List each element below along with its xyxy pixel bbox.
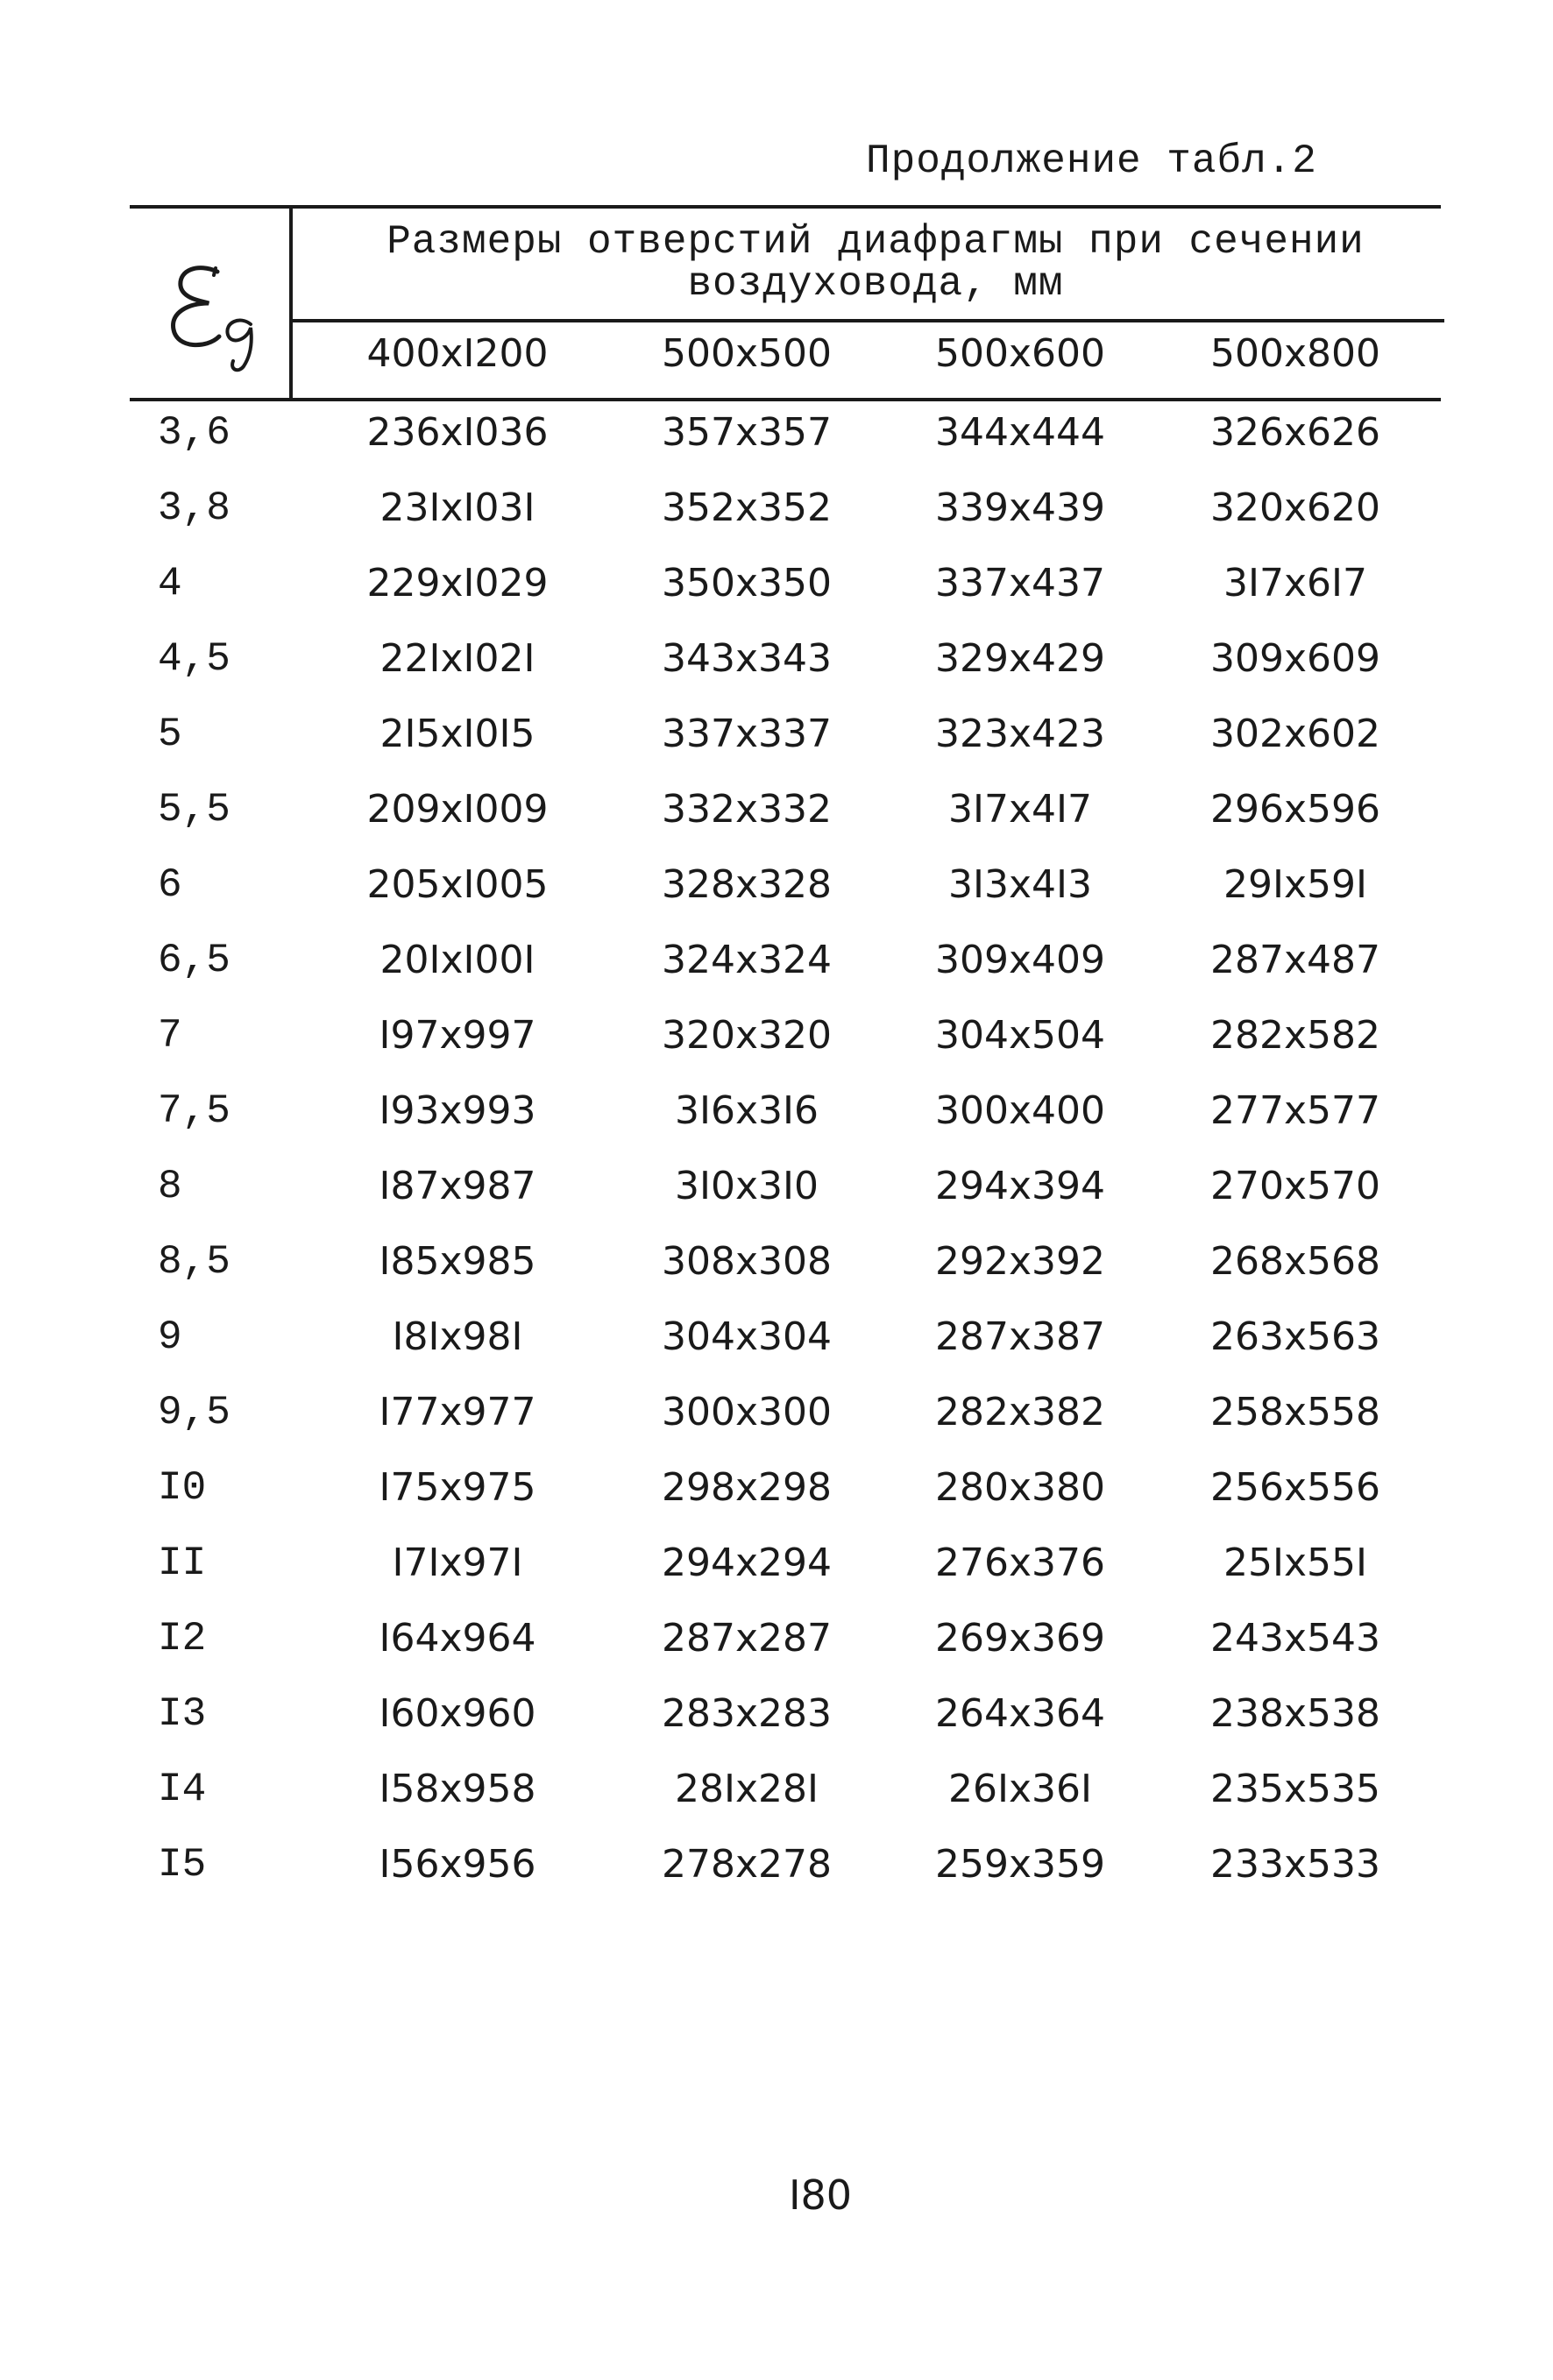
size-cell-500x800: 270x570 bbox=[1209, 1164, 1380, 1208]
size-cell-400x1200: I60x960 bbox=[379, 1691, 536, 1736]
table-row bbox=[0, 1311, 1553, 1386]
size-cell-400x1200: I56x956 bbox=[379, 1842, 536, 1887]
column-header-2: 500x500 bbox=[661, 331, 832, 376]
size-cell-500x500: 287x287 bbox=[661, 1616, 832, 1661]
size-cell-500x600: 339x439 bbox=[934, 485, 1105, 530]
size-cell-500x600: 304x504 bbox=[934, 1013, 1105, 1058]
size-cell-500x600: 276x376 bbox=[934, 1541, 1105, 1585]
size-cell-500x600: 309x409 bbox=[934, 938, 1105, 982]
size-cell-500x800: 326x626 bbox=[1209, 410, 1380, 455]
eq-cell: I3 bbox=[158, 1691, 207, 1737]
header-bottom-rule bbox=[130, 398, 1441, 401]
size-cell-400x1200: 209xI009 bbox=[366, 787, 549, 832]
size-cell-500x500: 3I0x3I0 bbox=[675, 1164, 819, 1208]
eq-cell: 5,5 bbox=[158, 787, 230, 832]
table-header bbox=[293, 221, 1458, 305]
size-cell-400x1200: 20IxI00I bbox=[379, 938, 535, 982]
size-cell-400x1200: I7Ix97I bbox=[392, 1541, 523, 1585]
column-header-4: 500x800 bbox=[1209, 331, 1380, 376]
size-cell-500x600: 3I7x4I7 bbox=[948, 787, 1092, 832]
page-number: I80 bbox=[788, 2171, 853, 2219]
size-cell-500x600: 259x359 bbox=[934, 1842, 1105, 1887]
eq-cell: I2 bbox=[158, 1616, 207, 1661]
table-row bbox=[0, 482, 1553, 557]
eq-cell: I0 bbox=[158, 1465, 207, 1511]
eq-cell: 9 bbox=[158, 1314, 182, 1360]
size-cell-500x600: 329x429 bbox=[934, 636, 1105, 681]
size-cell-500x800: 238x538 bbox=[1209, 1691, 1380, 1736]
size-cell-400x1200: 205xI005 bbox=[366, 862, 549, 907]
size-cell-400x1200: I58x958 bbox=[379, 1767, 536, 1811]
size-cell-500x600: 344x444 bbox=[934, 410, 1105, 455]
size-cell-500x600: 269x369 bbox=[934, 1616, 1105, 1661]
size-cell-500x500: 294x294 bbox=[661, 1541, 832, 1585]
eq-cell: 8 bbox=[158, 1164, 182, 1209]
column-header-1: 400xI200 bbox=[366, 331, 549, 376]
table-top-rule bbox=[130, 205, 1441, 209]
table-row bbox=[0, 1386, 1553, 1462]
table-row bbox=[0, 708, 1553, 783]
column-header-3: 500x600 bbox=[934, 331, 1105, 376]
size-cell-500x600: 300x400 bbox=[934, 1088, 1105, 1133]
size-cell-500x800: 243x543 bbox=[1209, 1616, 1380, 1661]
table-row bbox=[0, 1838, 1553, 1914]
size-cell-500x800: 233x533 bbox=[1209, 1842, 1380, 1887]
size-cell-400x1200: I85x985 bbox=[379, 1239, 536, 1284]
eq-cell: 4 bbox=[158, 561, 182, 606]
size-cell-500x600: 287x387 bbox=[934, 1314, 1105, 1359]
size-cell-400x1200: I64x964 bbox=[379, 1616, 536, 1661]
table-row bbox=[0, 859, 1553, 934]
table-row bbox=[0, 1763, 1553, 1838]
eq-cell: 7,5 bbox=[158, 1088, 230, 1134]
size-cell-500x600: 280x380 bbox=[934, 1465, 1105, 1510]
size-cell-400x1200: I87x987 bbox=[379, 1164, 536, 1208]
eq-cell: I4 bbox=[158, 1767, 207, 1812]
size-cell-500x800: 29Ix59I bbox=[1223, 862, 1367, 907]
eq-cell: 6,5 bbox=[158, 938, 230, 983]
size-cell-500x500: 308x308 bbox=[661, 1239, 832, 1284]
eq-symbol-handwritten bbox=[163, 251, 268, 373]
size-cell-500x600: 337x437 bbox=[934, 561, 1105, 606]
size-cell-500x800: 277x577 bbox=[1209, 1088, 1380, 1133]
table-row bbox=[0, 934, 1553, 1009]
size-cell-500x600: 3I3x4I3 bbox=[948, 862, 1092, 907]
size-cell-500x800: 296x596 bbox=[1209, 787, 1380, 832]
size-cell-500x500: 320x320 bbox=[661, 1013, 832, 1058]
header-line-1: Размеры отверстий диафрагмы при сечении bbox=[386, 219, 1365, 265]
size-cell-500x500: 343x343 bbox=[661, 636, 832, 681]
size-cell-400x1200: 23IxI03I bbox=[379, 485, 535, 530]
eq-cell: 9,5 bbox=[158, 1390, 230, 1435]
size-cell-400x1200: 236xI036 bbox=[366, 410, 549, 455]
size-cell-500x500: 28Ix28I bbox=[675, 1767, 819, 1811]
table-row bbox=[0, 1537, 1553, 1612]
table-row bbox=[0, 1236, 1553, 1311]
table-row bbox=[0, 783, 1553, 859]
header-separator-rule bbox=[291, 319, 1444, 322]
eq-cell: 3,8 bbox=[158, 485, 230, 531]
size-cell-500x600: 264x364 bbox=[934, 1691, 1105, 1736]
size-cell-500x500: 352x352 bbox=[661, 485, 832, 530]
size-cell-500x500: 300x300 bbox=[661, 1390, 832, 1434]
size-cell-500x600: 294x394 bbox=[934, 1164, 1105, 1208]
eq-cell: 5 bbox=[158, 712, 182, 757]
size-cell-500x800: 3I7x6I7 bbox=[1223, 561, 1367, 606]
table-row bbox=[0, 1462, 1553, 1537]
table-row bbox=[0, 633, 1553, 708]
size-cell-500x800: 309x609 bbox=[1209, 636, 1380, 681]
size-cell-500x800: 258x558 bbox=[1209, 1390, 1380, 1434]
size-cell-500x500: 357x357 bbox=[661, 410, 832, 455]
table-row bbox=[0, 557, 1553, 633]
size-cell-500x500: 337x337 bbox=[661, 712, 832, 756]
table-row bbox=[0, 1612, 1553, 1688]
table-row bbox=[0, 1688, 1553, 1763]
size-cell-400x1200: I77x977 bbox=[379, 1390, 536, 1434]
size-cell-400x1200: I93x993 bbox=[379, 1088, 536, 1133]
size-cell-500x800: 263x563 bbox=[1209, 1314, 1380, 1359]
size-cell-500x800: 25Ix55I bbox=[1223, 1541, 1367, 1585]
size-cell-500x800: 256x556 bbox=[1209, 1465, 1380, 1510]
eq-cell: 7 bbox=[158, 1013, 182, 1059]
size-cell-500x800: 287x487 bbox=[1209, 938, 1380, 982]
table-row bbox=[0, 1085, 1553, 1160]
eq-cell: 3,6 bbox=[158, 410, 230, 456]
size-cell-400x1200: 22IxI02I bbox=[379, 636, 535, 681]
size-cell-500x500: 350x350 bbox=[661, 561, 832, 606]
eq-cell: 4,5 bbox=[158, 636, 230, 682]
size-cell-400x1200: I75x975 bbox=[379, 1465, 536, 1510]
table-row bbox=[0, 1009, 1553, 1085]
size-cell-400x1200: I97x997 bbox=[379, 1013, 536, 1058]
size-cell-500x800: 302x602 bbox=[1209, 712, 1380, 756]
size-cell-500x500: 328x328 bbox=[661, 862, 832, 907]
size-cell-500x500: 304x304 bbox=[661, 1314, 832, 1359]
header-line-2: воздуховода, мм bbox=[687, 261, 1064, 307]
size-cell-500x800: 235x535 bbox=[1209, 1767, 1380, 1811]
size-cell-500x600: 323x423 bbox=[934, 712, 1105, 756]
eq-cell: 6 bbox=[158, 862, 182, 908]
eq-cell: 8,5 bbox=[158, 1239, 230, 1285]
size-cell-400x1200: 229xI029 bbox=[366, 561, 549, 606]
size-cell-500x600: 26Ix36I bbox=[948, 1767, 1092, 1811]
size-cell-500x500: 324x324 bbox=[661, 938, 832, 982]
size-cell-500x800: 320x620 bbox=[1209, 485, 1380, 530]
size-cell-500x800: 282x582 bbox=[1209, 1013, 1380, 1058]
eq-cell: I5 bbox=[158, 1842, 207, 1888]
size-cell-500x800: 268x568 bbox=[1209, 1239, 1380, 1284]
size-cell-500x500: 283x283 bbox=[661, 1691, 832, 1736]
size-cell-500x600: 282x382 bbox=[934, 1390, 1105, 1434]
size-cell-500x600: 292x392 bbox=[934, 1239, 1105, 1284]
size-cell-500x500: 332x332 bbox=[661, 787, 832, 832]
table-row bbox=[0, 407, 1553, 482]
table-caption: Продолжение табл.2 bbox=[866, 138, 1317, 184]
size-cell-500x500: 3I6x3I6 bbox=[675, 1088, 819, 1133]
size-cell-400x1200: 2I5xI0I5 bbox=[379, 712, 535, 756]
size-cell-400x1200: I8Ix98I bbox=[392, 1314, 523, 1359]
table-row bbox=[0, 1160, 1553, 1236]
size-cell-500x500: 298x298 bbox=[661, 1465, 832, 1510]
eq-cell: II bbox=[158, 1541, 207, 1586]
size-cell-500x500: 278x278 bbox=[661, 1842, 832, 1887]
